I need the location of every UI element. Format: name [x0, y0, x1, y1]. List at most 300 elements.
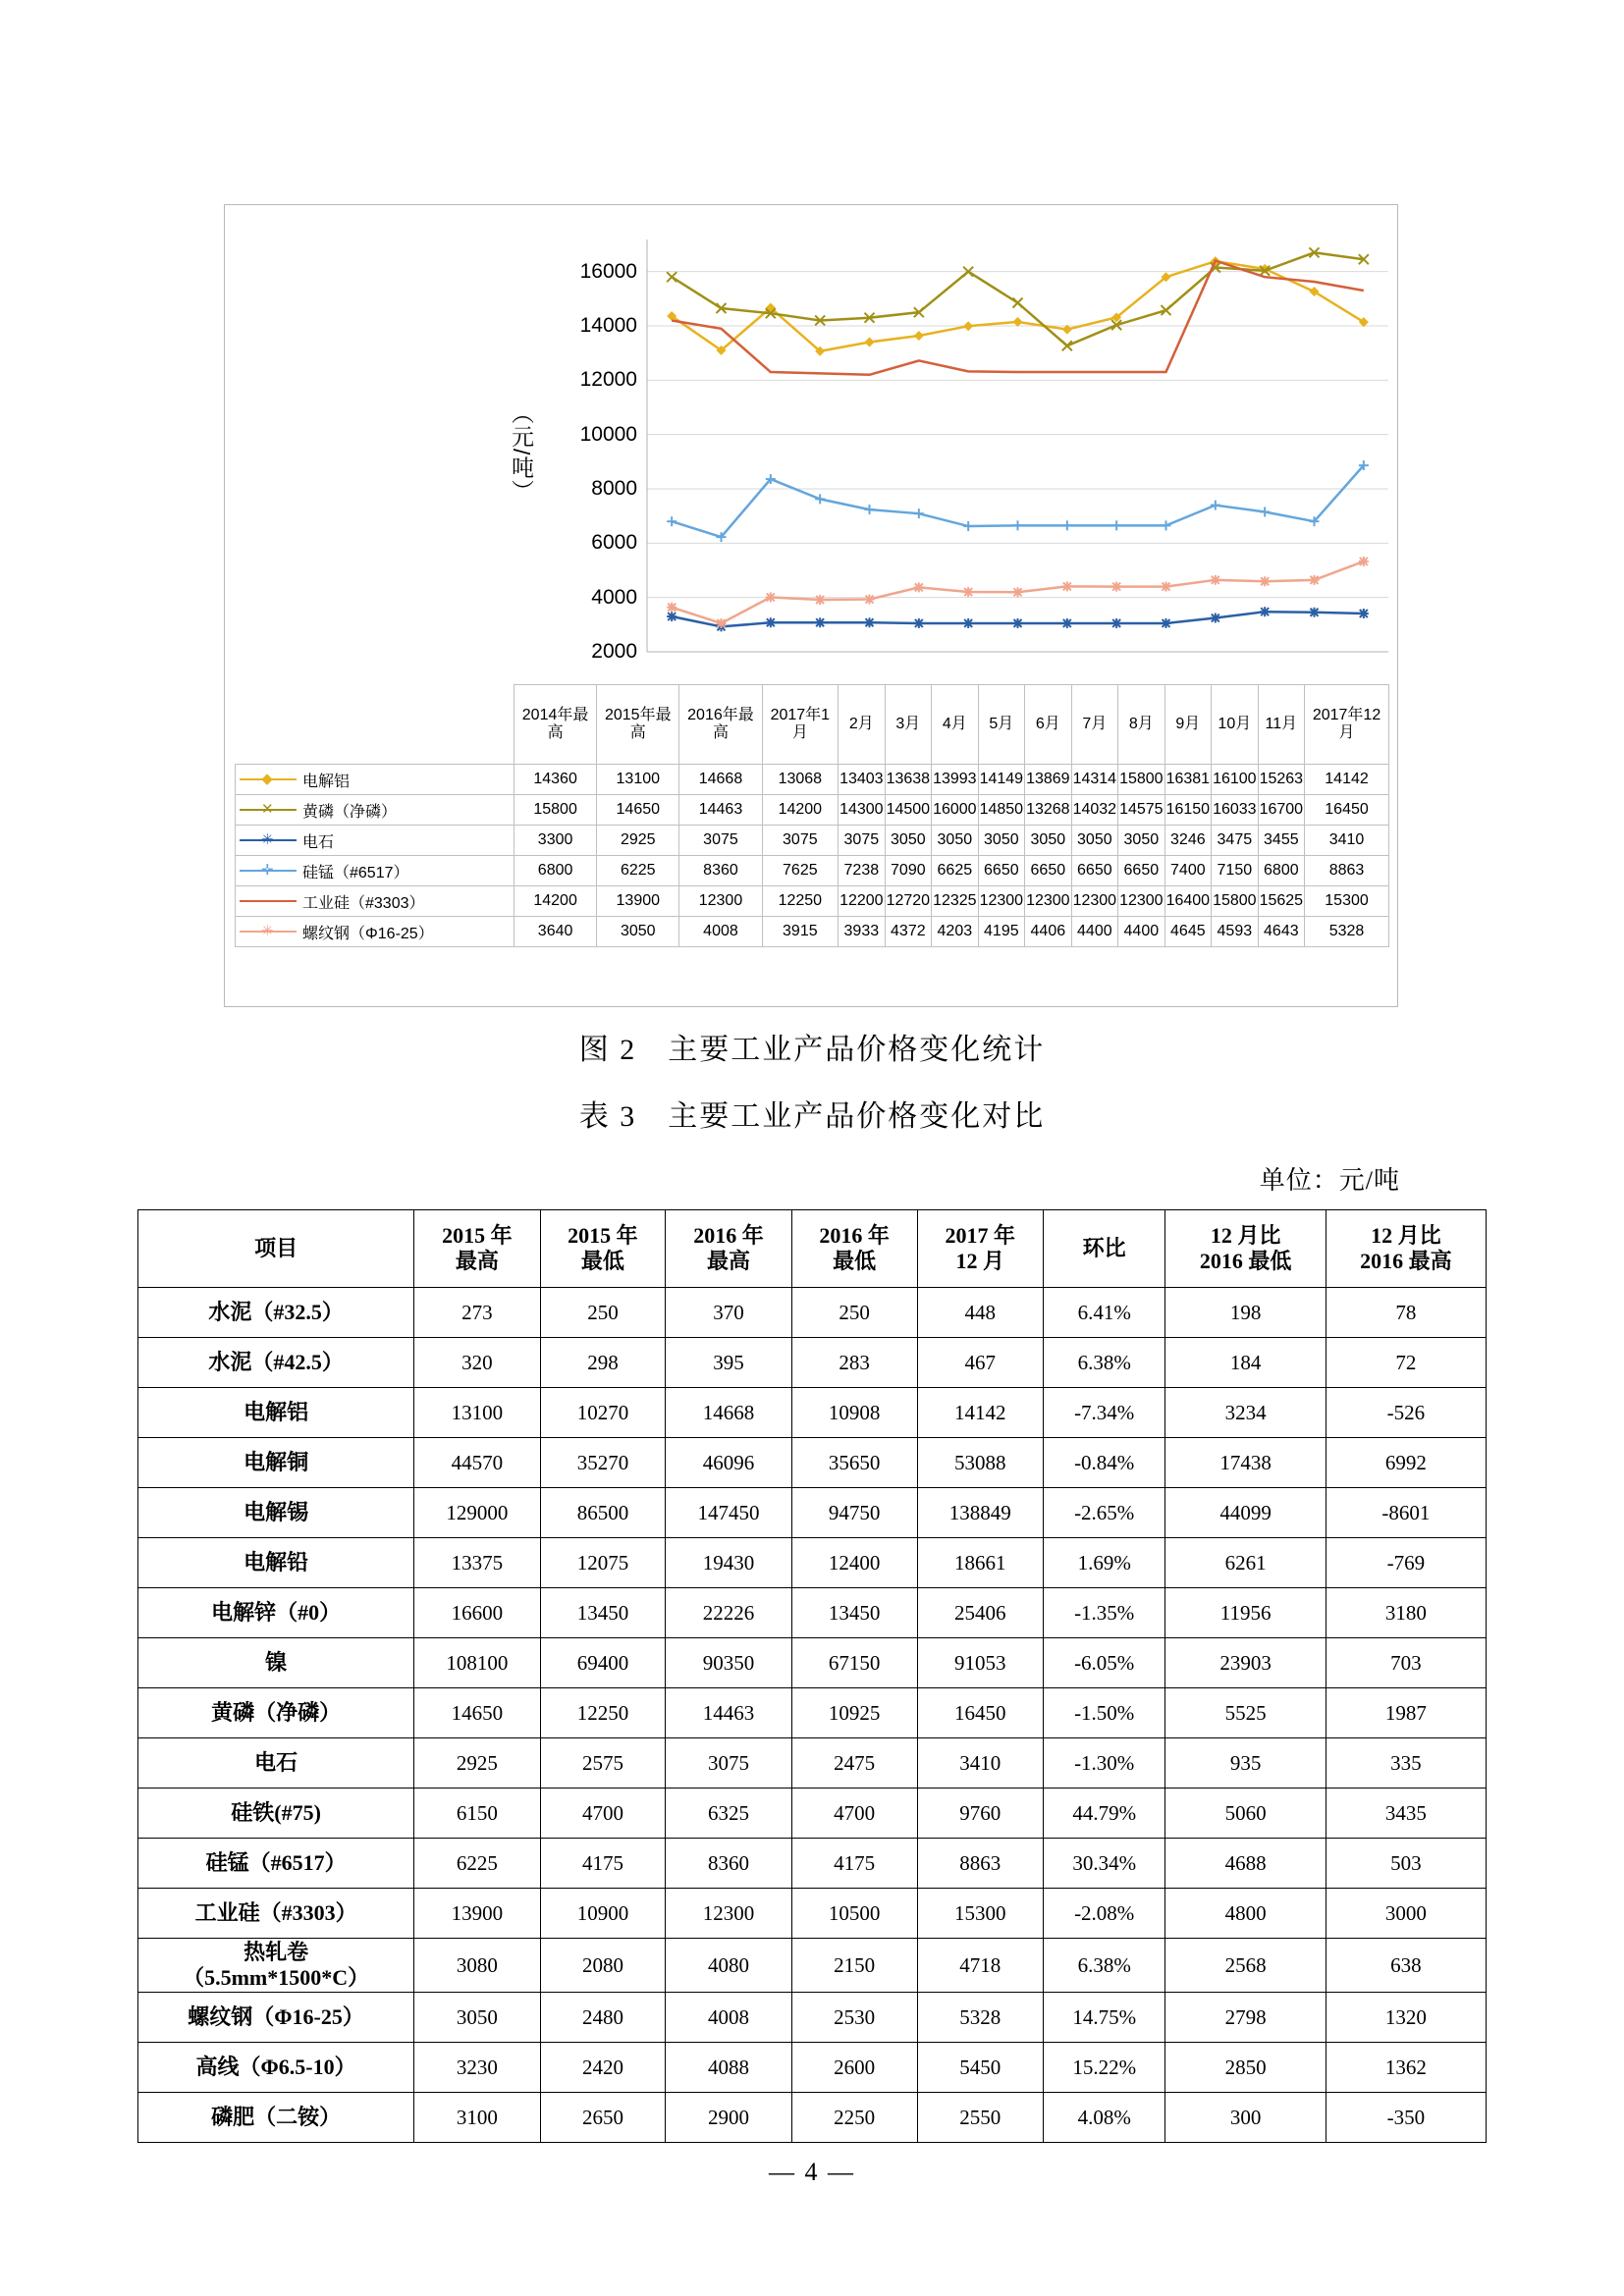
chart-data-cell: 12300 — [1118, 886, 1165, 917]
legend-label: 黄磷（净磷） — [302, 803, 398, 821]
table-cell: 2600 — [791, 2043, 917, 2093]
table-row-item-name: 电解锌（#0） — [138, 1588, 414, 1638]
table-cell: 10270 — [540, 1388, 666, 1438]
table-cell: 129000 — [414, 1488, 540, 1538]
table-cell: 3435 — [1326, 1789, 1486, 1839]
table-cell: -1.30% — [1043, 1738, 1165, 1789]
chart-data-cell: 16150 — [1164, 795, 1212, 826]
table-caption: 表 3 主要工业产品价格变化对比 — [578, 1100, 1046, 1133]
chart-data-cell: 14360 — [514, 765, 597, 795]
legend-label: 螺纹钢（Φ16-25） — [302, 925, 434, 942]
chart-data-cell: 3300 — [514, 826, 597, 856]
table-column-header: 12 月比 2016 最高 — [1326, 1210, 1486, 1288]
table-cell: 6325 — [666, 1789, 791, 1839]
table-cell: 11956 — [1165, 1588, 1326, 1638]
table-column-header: 项目 — [138, 1210, 414, 1288]
y-tick-label: 6000 — [591, 531, 637, 555]
table-cell: 13100 — [414, 1388, 540, 1438]
table-cell: 3180 — [1326, 1588, 1486, 1638]
chart-x-category-label: 6月 — [1025, 685, 1072, 765]
table-column-header: 2016 年 最低 — [791, 1210, 917, 1288]
table-row-item-name: 黄磷（净磷） — [138, 1688, 414, 1738]
chart-table-row — [236, 856, 1389, 886]
table-cell: 14142 — [917, 1388, 1043, 1438]
chart-data-cell: 3246 — [1164, 826, 1212, 856]
table-cell: 2475 — [791, 1738, 917, 1789]
table-row — [138, 1338, 1487, 1388]
chart-data-cell: 4372 — [885, 917, 932, 947]
chart-x-category-label: 3月 — [885, 685, 932, 765]
table-cell: 3075 — [666, 1738, 791, 1789]
table-row — [138, 1638, 1487, 1688]
table-cell: 4800 — [1165, 1889, 1326, 1939]
table-cell: 44.79% — [1043, 1789, 1165, 1839]
chart-data-cell: 15800 — [1118, 765, 1165, 795]
table-column-header: 2017 年 12 月 — [917, 1210, 1043, 1288]
page-footer: — 4 — — [769, 2158, 855, 2186]
chart-legend-item — [236, 826, 514, 856]
chart-data-cell: 12300 — [1071, 886, 1118, 917]
table-cell: -6.05% — [1043, 1638, 1165, 1688]
table-cell: 6261 — [1165, 1538, 1326, 1588]
chart-table-row — [236, 765, 1389, 795]
legend-label: 电解铝 — [302, 773, 351, 790]
table-cell: 3410 — [917, 1738, 1043, 1789]
table-cell: 3230 — [414, 2043, 540, 2093]
table-row — [138, 1438, 1487, 1488]
chart-data-cell: 4643 — [1258, 917, 1305, 947]
table-cell: 12075 — [540, 1538, 666, 1588]
chart-x-category-label: 5月 — [978, 685, 1025, 765]
chart-data-cell: 12300 — [978, 886, 1025, 917]
chart-data-cell: 16000 — [932, 795, 979, 826]
chart-data-cell: 4400 — [1071, 917, 1118, 947]
table-cell: 14650 — [414, 1688, 540, 1738]
table-row-item-name: 工业硅（#3303） — [138, 1889, 414, 1939]
table-cell: 198 — [1165, 1288, 1326, 1338]
chart-data-cell: 7400 — [1164, 856, 1212, 886]
table-cell: 3080 — [414, 1939, 540, 1993]
table-cell: 6.38% — [1043, 1939, 1165, 1993]
table-row-item-name: 电解铜 — [138, 1438, 414, 1488]
table-cell: -526 — [1326, 1388, 1486, 1438]
y-tick-label: 14000 — [579, 314, 637, 337]
chart-data-cell: 6650 — [978, 856, 1025, 886]
chart-data-cell: 12200 — [839, 886, 886, 917]
table-cell: 19430 — [666, 1538, 791, 1588]
table-row — [138, 1388, 1487, 1438]
table-cell: 6225 — [414, 1839, 540, 1889]
table-row — [138, 1688, 1487, 1738]
table-cell: 4080 — [666, 1939, 791, 1993]
table-cell: 5525 — [1165, 1688, 1326, 1738]
chart-data-cell: 14300 — [839, 795, 886, 826]
chart-data-cell: 15800 — [514, 795, 597, 826]
chart-data-cell: 3410 — [1305, 826, 1389, 856]
table-cell: 4175 — [791, 1839, 917, 1889]
chart-data-cell: 3075 — [762, 826, 839, 856]
table-cell: 147450 — [666, 1488, 791, 1538]
table-cell: 4008 — [666, 1993, 791, 2043]
table-row-item-name: 螺纹钢（Φ16-25） — [138, 1993, 414, 2043]
table-cell: 2150 — [791, 1939, 917, 1993]
table-cell: 72 — [1326, 1338, 1486, 1388]
table-cell: 335 — [1326, 1738, 1486, 1789]
legend-marker-icon: ✛ — [240, 864, 297, 878]
table-cell: 4.08% — [1043, 2093, 1165, 2143]
table-cell: 69400 — [540, 1638, 666, 1688]
table-row-item-name: 硅铁(#75) — [138, 1789, 414, 1839]
table-cell: 91053 — [917, 1638, 1043, 1688]
table-cell: 46096 — [666, 1438, 791, 1488]
table-cell: 6.41% — [1043, 1288, 1165, 1338]
table-cell: 14463 — [666, 1688, 791, 1738]
chart-legend-item — [236, 765, 514, 795]
table-cell: 395 — [666, 1338, 791, 1388]
table-cell: 6992 — [1326, 1438, 1486, 1488]
table-cell: 13450 — [791, 1588, 917, 1638]
table-row-item-name: 镍 — [138, 1638, 414, 1688]
legend-marker-icon: ✳ — [240, 833, 297, 847]
chart-data-cell: 15263 — [1258, 765, 1305, 795]
table-cell: -7.34% — [1043, 1388, 1165, 1438]
chart-data-cell: 3050 — [1071, 826, 1118, 856]
table-row — [138, 2093, 1487, 2143]
table-cell: 13375 — [414, 1538, 540, 1588]
table-cell: 184 — [1165, 1338, 1326, 1388]
chart-x-category-label: 9月 — [1164, 685, 1212, 765]
table-cell: 1362 — [1326, 2043, 1486, 2093]
chart-table-row — [236, 917, 1389, 947]
chart-data-cell: 6650 — [1025, 856, 1072, 886]
y-tick-label: 4000 — [591, 585, 637, 609]
chart-legend-item — [236, 917, 514, 947]
table-cell: 283 — [791, 1338, 917, 1388]
table-cell: 4718 — [917, 1939, 1043, 1993]
table-cell: 2480 — [540, 1993, 666, 2043]
table-cell: 2530 — [791, 1993, 917, 2043]
legend-marker-icon: ✕ — [240, 803, 297, 817]
y-tick-label: 16000 — [579, 259, 637, 283]
chart-data-cell: 14200 — [762, 795, 839, 826]
table-cell: 2420 — [540, 2043, 666, 2093]
unit-note: 单位：元/吨 — [1259, 1166, 1400, 1195]
table-column-header: 环比 — [1043, 1210, 1165, 1288]
chart-data-cell: 4195 — [978, 917, 1025, 947]
chart-table-row — [236, 886, 1389, 917]
table-cell: 35270 — [540, 1438, 666, 1488]
table-cell: -1.35% — [1043, 1588, 1165, 1638]
chart-data-cell: 4406 — [1025, 917, 1072, 947]
chart-x-category-label: 2017年1月 — [762, 685, 839, 765]
chart-data-cell: 3640 — [514, 917, 597, 947]
chart-data-cell: 13403 — [839, 765, 886, 795]
table-column-header: 12 月比 2016 最低 — [1165, 1210, 1326, 1288]
table-cell: 14668 — [666, 1388, 791, 1438]
chart-data-cell: 12325 — [932, 886, 979, 917]
table-row-item-name: 高线（Φ6.5-10） — [138, 2043, 414, 2093]
chart-data-cell: 3475 — [1212, 826, 1259, 856]
table-row-item-name: 水泥（#42.5） — [138, 1338, 414, 1388]
chart-data-cell: 3455 — [1258, 826, 1305, 856]
table-cell: 2925 — [414, 1738, 540, 1789]
chart-data-cell: 14850 — [978, 795, 1025, 826]
chart-data-cell: 6800 — [514, 856, 597, 886]
chart-data-cell: 13900 — [597, 886, 679, 917]
price-comparison-table — [137, 1209, 1487, 2143]
table-row — [138, 1939, 1487, 1993]
table-row-item-name: 电解铅 — [138, 1538, 414, 1588]
y-tick-label: 10000 — [579, 422, 637, 446]
legend-label: 工业硅（#3303） — [302, 894, 425, 912]
table-cell: 5450 — [917, 2043, 1043, 2093]
table-cell: 8863 — [917, 1839, 1043, 1889]
chart-data-cell: 14500 — [885, 795, 932, 826]
table-cell: 16600 — [414, 1588, 540, 1638]
table-cell: 250 — [791, 1288, 917, 1338]
table-cell: 18661 — [917, 1538, 1043, 1588]
y-tick-label: 12000 — [579, 368, 637, 392]
chart-x-category-label: 10月 — [1212, 685, 1259, 765]
table-cell: 22226 — [666, 1588, 791, 1638]
table-row — [138, 1288, 1487, 1338]
table-row — [138, 1789, 1487, 1839]
chart-legend-item — [236, 795, 514, 826]
table-cell: 503 — [1326, 1839, 1486, 1889]
chart-data-cell: 3050 — [597, 917, 679, 947]
table-row — [138, 1488, 1487, 1538]
table-row — [138, 1738, 1487, 1789]
table-row-item-name: 电解铝 — [138, 1388, 414, 1438]
table-column-header: 2015 年 最低 — [540, 1210, 666, 1288]
table-cell: 4700 — [540, 1789, 666, 1839]
chart-data-cell: 3050 — [1118, 826, 1165, 856]
table-cell: 3234 — [1165, 1388, 1326, 1438]
table-row — [138, 1588, 1487, 1638]
chart-data-cell: 3050 — [885, 826, 932, 856]
chart-data-cell: 13638 — [885, 765, 932, 795]
chart-data-cell: 8863 — [1305, 856, 1389, 886]
table-cell: 6150 — [414, 1789, 540, 1839]
legend-label: 电石 — [302, 833, 335, 851]
chart-data-cell: 13100 — [597, 765, 679, 795]
chart-figure — [224, 204, 1398, 1007]
table-cell: 4175 — [540, 1839, 666, 1889]
chart-data-cell: 6800 — [1258, 856, 1305, 886]
chart-x-category-label: 2017年12月 — [1305, 685, 1389, 765]
table-cell: -8601 — [1326, 1488, 1486, 1538]
table-cell: 67150 — [791, 1638, 917, 1688]
table-cell: 6.38% — [1043, 1338, 1165, 1388]
table-cell: 1987 — [1326, 1688, 1486, 1738]
table-header — [138, 1210, 1487, 1288]
chart-data-cell: 7150 — [1212, 856, 1259, 886]
table-cell: 10500 — [791, 1889, 917, 1939]
table-cell: 30.34% — [1043, 1839, 1165, 1889]
chart-data-cell: 15625 — [1258, 886, 1305, 917]
table-column-header: 2015 年 最高 — [414, 1210, 540, 1288]
table-cell: 1.69% — [1043, 1538, 1165, 1588]
chart-data-cell: 16700 — [1258, 795, 1305, 826]
chart-x-category-label: 8月 — [1118, 685, 1165, 765]
table-cell: -769 — [1326, 1538, 1486, 1588]
table-cell: -350 — [1326, 2093, 1486, 2143]
chart-x-category-label: 2015年最高 — [597, 685, 679, 765]
chart-data-cell: 4008 — [679, 917, 762, 947]
table-row-item-name: 电石 — [138, 1738, 414, 1789]
chart-table-row — [236, 795, 1389, 826]
table-cell: 78 — [1326, 1288, 1486, 1338]
table-cell: 4700 — [791, 1789, 917, 1839]
table-cell: 4088 — [666, 2043, 791, 2093]
chart-data-cell: 13869 — [1025, 765, 1072, 795]
table-row-item-name: 热轧卷 （5.5mm*1500*C） — [138, 1939, 414, 1993]
table-cell: 17438 — [1165, 1438, 1326, 1488]
chart-x-category-label: 4月 — [932, 685, 979, 765]
table-cell: 370 — [666, 1288, 791, 1338]
table-cell: 12300 — [666, 1889, 791, 1939]
table-column-header: 2016 年 最高 — [666, 1210, 791, 1288]
table-cell: 14.75% — [1043, 1993, 1165, 2043]
table-cell: 1320 — [1326, 1993, 1486, 2043]
table-row-item-name: 电解锡 — [138, 1488, 414, 1538]
chart-data-cell: 14149 — [978, 765, 1025, 795]
chart-data-cell: 8360 — [679, 856, 762, 886]
table-cell: 300 — [1165, 2093, 1326, 2143]
table-cell: 320 — [414, 1338, 540, 1388]
table-cell: 16450 — [917, 1688, 1043, 1738]
table-cell: 13450 — [540, 1588, 666, 1638]
table-cell: 5328 — [917, 1993, 1043, 2043]
chart-data-cell: 16381 — [1164, 765, 1212, 795]
chart-data-cell: 16100 — [1212, 765, 1259, 795]
chart-x-category-label: 11月 — [1258, 685, 1305, 765]
table-row — [138, 1993, 1487, 2043]
table-cell: 10900 — [540, 1889, 666, 1939]
chart-data-cell: 12300 — [679, 886, 762, 917]
table-cell: 25406 — [917, 1588, 1043, 1638]
chart-data-cell: 12300 — [1025, 886, 1072, 917]
chart-data-cell: 6625 — [932, 856, 979, 886]
table-cell: 2900 — [666, 2093, 791, 2143]
legend-marker-icon: ✳ — [240, 925, 297, 938]
table-cell: 94750 — [791, 1488, 917, 1538]
table-row — [138, 1839, 1487, 1889]
chart-data-cell: 3050 — [932, 826, 979, 856]
table-cell: 273 — [414, 1288, 540, 1338]
chart-table-header-row — [236, 685, 1389, 765]
chart-data-cell: 4593 — [1212, 917, 1259, 947]
chart-data-cell: 14032 — [1071, 795, 1118, 826]
table-cell: 2250 — [791, 2093, 917, 2143]
chart-plot-svg — [225, 205, 1399, 696]
table-cell: -2.65% — [1043, 1488, 1165, 1538]
table-cell: 2850 — [1165, 2043, 1326, 2093]
table-cell: 250 — [540, 1288, 666, 1338]
table-row — [138, 1889, 1487, 1939]
chart-data-cell: 3050 — [978, 826, 1025, 856]
table-cell: 90350 — [666, 1638, 791, 1688]
legend-label: 硅锰（#6517） — [302, 864, 409, 881]
chart-data-cell: 3915 — [762, 917, 839, 947]
chart-data-cell: 16033 — [1212, 795, 1259, 826]
table-cell: 23903 — [1165, 1638, 1326, 1688]
table-cell: 12400 — [791, 1538, 917, 1588]
legend-marker-icon — [240, 894, 297, 908]
table-cell: 15300 — [917, 1889, 1043, 1939]
chart-data-cell: 3075 — [839, 826, 886, 856]
chart-data-cell: 12250 — [762, 886, 839, 917]
chart-data-cell: 16450 — [1305, 795, 1389, 826]
chart-x-category-label: 2016年最高 — [679, 685, 762, 765]
table-cell: 3050 — [414, 1993, 540, 2043]
chart-data-cell: 16400 — [1164, 886, 1212, 917]
table-cell: 2080 — [540, 1939, 666, 1993]
table-cell: 2798 — [1165, 1993, 1326, 2043]
chart-data-cell: 12720 — [885, 886, 932, 917]
chart-table-row — [236, 826, 1389, 856]
chart-legend-item — [236, 856, 514, 886]
table-cell: -0.84% — [1043, 1438, 1165, 1488]
table-cell: 35650 — [791, 1438, 917, 1488]
chart-data-cell: 14668 — [679, 765, 762, 795]
table-cell: 2568 — [1165, 1939, 1326, 1993]
chart-data-cell: 14463 — [679, 795, 762, 826]
chart-data-cell: 13993 — [932, 765, 979, 795]
chart-legend-data-table — [235, 684, 1389, 947]
chart-data-cell: 6225 — [597, 856, 679, 886]
chart-data-cell: 14650 — [597, 795, 679, 826]
chart-data-cell: 14314 — [1071, 765, 1118, 795]
chart-data-cell: 7625 — [762, 856, 839, 886]
table-cell: 703 — [1326, 1638, 1486, 1688]
chart-data-cell: 14200 — [514, 886, 597, 917]
table-cell: 10925 — [791, 1688, 917, 1738]
table-cell: 448 — [917, 1288, 1043, 1338]
table-cell: 2550 — [917, 2093, 1043, 2143]
table-cell: 467 — [917, 1338, 1043, 1388]
table-cell: 12250 — [540, 1688, 666, 1738]
chart-data-cell: 6650 — [1071, 856, 1118, 886]
chart-legend-item — [236, 886, 514, 917]
table-row-item-name: 磷肥（二铵） — [138, 2093, 414, 2143]
chart-data-cell: 14575 — [1118, 795, 1165, 826]
chart-data-cell: 4203 — [932, 917, 979, 947]
table-cell: 9760 — [917, 1789, 1043, 1839]
chart-data-cell: 3933 — [839, 917, 886, 947]
table-cell: 138849 — [917, 1488, 1043, 1538]
table-row — [138, 2043, 1487, 2093]
chart-data-cell: 4400 — [1118, 917, 1165, 947]
table-cell: 2575 — [540, 1738, 666, 1789]
chart-table-corner — [236, 685, 514, 765]
table-cell: 4688 — [1165, 1839, 1326, 1889]
table-cell: 638 — [1326, 1939, 1486, 1993]
table-cell: -2.08% — [1043, 1889, 1165, 1939]
figure-caption: 图 2 主要工业产品价格变化统计 — [578, 1034, 1046, 1066]
y-tick-label: 8000 — [591, 477, 637, 500]
chart-data-cell: 5328 — [1305, 917, 1389, 947]
table-cell: 3100 — [414, 2093, 540, 2143]
table-cell: 13900 — [414, 1889, 540, 1939]
chart-data-cell: 14142 — [1305, 765, 1389, 795]
chart-data-cell: 7090 — [885, 856, 932, 886]
table-cell: 86500 — [540, 1488, 666, 1538]
table-cell: 15.22% — [1043, 2043, 1165, 2093]
table-cell: 2650 — [540, 2093, 666, 2143]
table-cell: 3000 — [1326, 1889, 1486, 1939]
chart-data-cell: 2925 — [597, 826, 679, 856]
